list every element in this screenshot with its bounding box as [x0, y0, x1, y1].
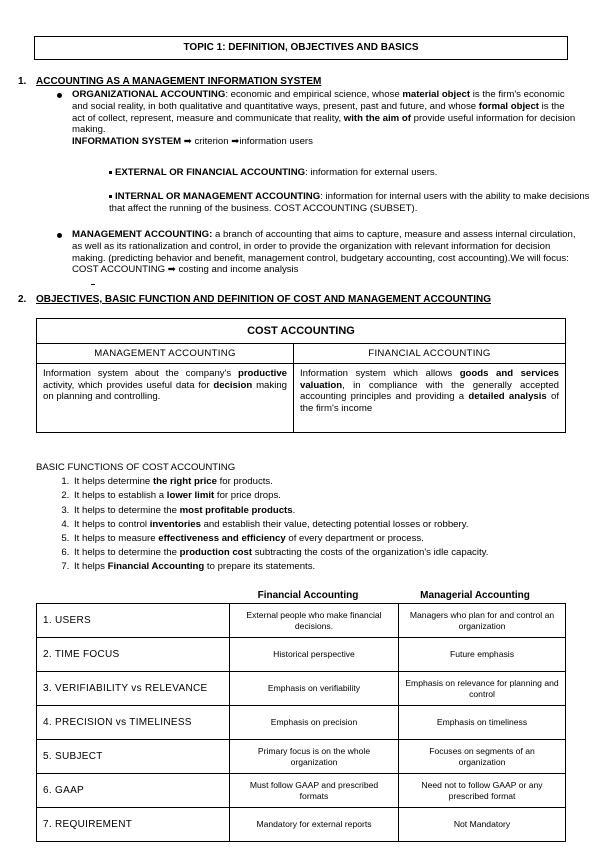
financial-cell: Emphasis on verifiability: [230, 672, 399, 706]
list-item: 7. It helps Financial Accounting to prepare its statements.: [72, 560, 576, 574]
section-2-heading: [18, 294, 588, 306]
org-text-1: : economic and empirical science, whose: [225, 89, 403, 100]
table-row: [37, 740, 566, 774]
cost-accounting-table: [36, 318, 566, 433]
external-accounting-item: [109, 167, 589, 179]
section-1-title: ACCOUNTING AS A MANAGEMENT INFORMATION SYSTEM: [36, 76, 322, 87]
management-accounting-header: MANAGEMENT ACCOUNTING: [37, 344, 294, 364]
info-system-text-2: information users: [239, 136, 313, 148]
list-item: 6. It helps to determine the production cost subtracting the costs of the organization's idle capacity.: [72, 546, 576, 560]
section-1-number: 1.: [18, 76, 27, 87]
financial-cell: Primary focus is on the whole organization: [230, 740, 399, 774]
list-item: 5. It helps to measure effectiveness and efficiency of every department or process.: [72, 532, 576, 546]
row-label: 1. USERS: [37, 604, 230, 638]
managerial-cell: Future emphasis: [399, 638, 566, 672]
square-bullet-icon: [109, 195, 112, 198]
org-bold-1: material object: [402, 89, 471, 100]
financial-cell: Emphasis on precision: [230, 706, 399, 740]
comparison-table: [36, 603, 566, 842]
management-accounting-paragraph: [72, 229, 577, 276]
management-accounting-term: MANAGEMENT ACCOUNTING:: [72, 229, 213, 240]
basic-functions-heading: BASIC FUNCTIONS OF COST ACCOUNTING: [36, 462, 236, 473]
table-row: [37, 672, 566, 706]
page-title: TOPIC 1: DEFINITION, OBJECTIVES AND BASICS: [34, 36, 568, 60]
basic-functions-list: [36, 475, 576, 574]
managerial-cell: Emphasis on relevance for planning and control: [399, 672, 566, 706]
row-label: 7. REQUIREMENT: [37, 808, 230, 842]
arrow-icon: ➡: [167, 264, 176, 276]
managerial-cell: Not Mandatory: [399, 808, 566, 842]
org-accounting-paragraph: [72, 89, 577, 148]
external-accounting-text: : information for external users.: [305, 167, 438, 178]
section-2-number: 2.: [18, 294, 27, 305]
arrow-icon: ➡: [181, 136, 195, 148]
external-accounting-term: EXTERNAL OR FINANCIAL ACCOUNTING: [115, 167, 306, 178]
bullet-icon: [57, 233, 62, 238]
square-bullet-icon: [109, 171, 112, 174]
org-accounting-term: ORGANIZATIONAL ACCOUNTING: [72, 89, 226, 100]
table-row: [37, 638, 566, 672]
row-label: 3. VERIFIABILITY vs RELEVANCE: [37, 672, 230, 706]
management-text-1: a branch of accounting that aims to capture, measure and assess internal circulation, as well as its rationalization and control, in order to provide the organization with relevant information for decision making. (predicting behavior and benefit, management control, budgetary accounting, cost accounting).We will focus: COST ACCOUNTING: [72, 229, 576, 276]
managerial-cell: Emphasis on timeliness: [399, 706, 566, 740]
financial-cell: External people who make financial decisions.: [230, 604, 399, 638]
table-row: [37, 604, 566, 638]
org-bold-2: formal object: [478, 100, 539, 112]
cost-accounting-title: COST ACCOUNTING: [37, 319, 566, 344]
managerial-cell: Managers who plan for and control an organization: [399, 604, 566, 638]
management-text-2: costing and income analysis: [175, 264, 299, 276]
list-item: 3. It helps to determine the most profitable products.: [72, 504, 576, 518]
basic-functions: [36, 461, 576, 575]
internal-accounting-term: INTERNAL OR MANAGEMENT ACCOUNTING: [115, 191, 321, 202]
table-row: [37, 808, 566, 842]
list-item: 1. It helps determine the right price for products.: [72, 475, 576, 489]
financial-cell: Mandatory for external reports: [230, 808, 399, 842]
managerial-cell: Need not to follow GAAP or any prescribed format: [399, 774, 566, 808]
org-text-2: is the firm's economic and social reality, in both qualitative and quantitative ways, present, past and future, and whose: [72, 89, 565, 112]
row-label: 4. PRECISION vs TIMELINESS: [37, 706, 230, 740]
internal-accounting-item: [109, 191, 595, 215]
table-row: [37, 774, 566, 808]
info-system-text-1: criterion: [194, 136, 232, 148]
table-row: [37, 706, 566, 740]
financial-cell: Must follow GAAP and prescribed formats: [230, 774, 399, 808]
arrow-icon: ➡: [231, 136, 240, 148]
management-accounting-definition: Information system about the company's productive activity, which provides useful data for decision making on planning and controlling.: [37, 364, 294, 433]
row-label: 2. TIME FOCUS: [37, 638, 230, 672]
org-text-4: provide useful information for decision making.: [72, 112, 576, 136]
internal-accounting-text: : information for internal users with the ability to make decisions that affect the running of the business. COST ACCOUNTING (SUBSET).: [109, 191, 590, 214]
managerial-accounting-column-header: Managerial Accounting: [420, 590, 530, 601]
financial-accounting-header: FINANCIAL ACCOUNTING: [294, 344, 566, 364]
financial-cell: Historical perspective: [230, 638, 399, 672]
dash-mark: [91, 284, 95, 285]
info-system-term: INFORMATION SYSTEM: [72, 136, 182, 148]
list-item: 4. It helps to control inventories and establish their value, detecting potential losses or robbery.: [72, 518, 576, 532]
managerial-cell: Focuses on segments of an organization: [399, 740, 566, 774]
bullet-icon: [57, 93, 62, 98]
row-label: 5. SUBJECT: [37, 740, 230, 774]
section-1-heading: [18, 76, 578, 88]
financial-accounting-definition: Information system which allows goods and services valuation, in compliance with the generally accepted accounting principles and providing a detailed analysis of the firm's income: [294, 364, 566, 433]
row-label: 6. GAAP: [37, 774, 230, 808]
org-text-3: is the act of collect, represent, measure and communicate that reality,: [72, 100, 565, 124]
financial-accounting-column-header: Financial Accounting: [257, 590, 359, 601]
org-bold-3: with the aim of: [343, 112, 411, 124]
section-2-title: OBJECTIVES, BASIC FUNCTION AND DEFINITION OF COST AND MANAGEMENT ACCOUNTING: [36, 294, 491, 305]
list-item: 2. It helps to establish a lower limit for price drops.: [72, 489, 576, 503]
